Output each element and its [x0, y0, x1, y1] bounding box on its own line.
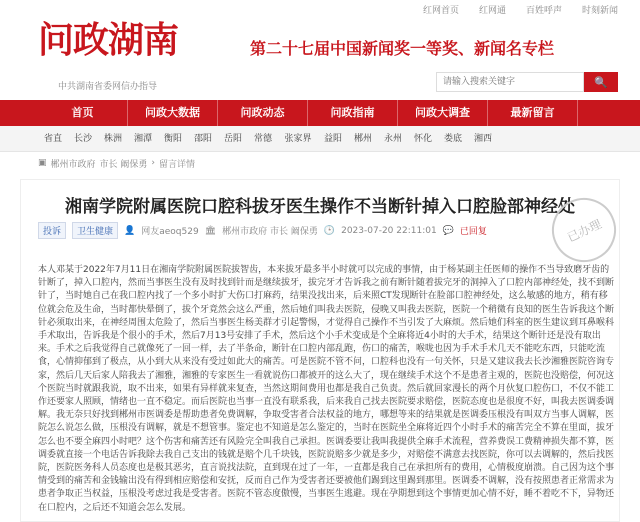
search-box: [436, 72, 618, 92]
breadcrumb-sep: ›: [151, 158, 156, 168]
city-tab[interactable]: 株洲: [103, 134, 122, 144]
city-tab[interactable]: 邵阳: [193, 134, 212, 144]
nav-guide[interactable]: 问政指南: [308, 100, 398, 126]
breadcrumb-current: 留言详情: [159, 159, 196, 170]
top-link-rednet[interactable]: 红网首页: [422, 5, 459, 16]
breadcrumb: [0, 152, 640, 174]
author: 网友aeoq529: [141, 227, 199, 237]
top-link-voice[interactable]: 百姓呼声: [525, 5, 562, 16]
nav-news[interactable]: 问政动态: [218, 100, 308, 126]
post-time: 2023-07-20 22:11:01: [341, 225, 437, 236]
city-tab[interactable]: 娄底: [443, 134, 462, 144]
city-tab[interactable]: 长沙: [73, 134, 92, 144]
reply-icon: 💬: [442, 225, 454, 236]
city-tab[interactable]: 怀化: [413, 134, 432, 144]
city-tab[interactable]: 衡阳: [163, 134, 182, 144]
city-tab[interactable]: 益阳: [323, 134, 342, 144]
category-tag: 卫生健康: [72, 222, 118, 239]
breadcrumb-gov[interactable]: 郴州市政府: [50, 159, 96, 170]
top-link-rednet-app[interactable]: 红网通: [478, 5, 506, 16]
sub-header: [0, 76, 640, 94]
city-tab[interactable]: 张家界: [284, 134, 312, 144]
city-tab[interactable]: 湘潭: [133, 134, 152, 144]
city-tab[interactable]: 常德: [253, 134, 272, 144]
subtitle: 中共湖南省委网信办指导: [58, 81, 158, 92]
site-logo[interactable]: 问政湖南: [38, 19, 179, 61]
main-nav: [0, 100, 640, 126]
top-links: [0, 0, 640, 18]
processed-stamp: 已办理: [541, 187, 626, 272]
nav-home[interactable]: 首页: [38, 100, 128, 126]
search-button[interactable]: [584, 72, 618, 92]
city-tab[interactable]: 永州: [383, 134, 402, 144]
user-icon: 👤: [124, 225, 136, 236]
city-tab[interactable]: 省直: [43, 134, 62, 144]
breadcrumb-mayor[interactable]: 市长 阚保勇: [99, 159, 148, 170]
nav-bigdata[interactable]: 问政大数据: [128, 100, 218, 126]
city-tab[interactable]: 郴州: [353, 134, 372, 144]
nav-survey[interactable]: 问政大调查: [398, 100, 488, 126]
message-body: 本人邓某于2022年7月11日在湘南学院附属医院拔智齿，本来拔牙最多半小时就可以完成的事情，由于杨某副主任医师的操作不当导致磨牙齿的针断了，掉入口腔内，然而当事医生没有及时找到针而是继续拔牙，拔完牙才告诉我之前有断针随着拔完牙的洞掉入了口腔内部神经处，找不到断针了，当时她自己在我口腔内找了一个多小时扩大伤口打麻药，结果没找出来，后来照CT发现断针在脸部口腔神经处，这么敏感的地方，稍有移位就会危及生命，当时都快晕倒了，拔个牙竟然会这么严重，然后她们叫我去医院，侵晚又叫我去医院，医院一个稍微有良知的医生告诉我这个断针必须取出来，在神经周围太危险了，然后当事医生杨美群才引起警惕，才觉得自己操作不当引发了大麻烦。然后她们科室的医生建议到耳鼻喉科手术取出，告诉我是个很小的手术，然后7月13号安排了手术，然后这个小手术变成是个全麻将近4小时的大手术，结果这个断针还是没有取出来。手术之后我觉得自己就像死了一回一样，去了半条命，断针在口腔内部乱跑，伤口的痛苦，喉咙也因为手术手术几天不能吃东西，只能吃流食，心情抑郁到了极点，从小到大从来没有受过如此大的痛苦。可是医院不管不问，口腔科也没有一句关怀，只是又建议我去长沙湘雅医院咨询专家，然后几天后家人陪我去了湘雅，湘雅的专家医生一看就说伤口都被开的这么大了，现在继续手术这个不是患者主观的，医院也没赔偿，何况这个医院当时就跟我说，取不出来，如果有异样就来复查，当然这期间费用也都是我自己负责。然后就回家漫长的两个月伙复口腔伤口，不仅不能工作还要家人照顾，情绪也一直不稳定。而后医院也当事一直没有联系我，后来我自己找去医院要求赔偿，医院态度也是很度不好，叫我去医调委调解。我无奈只好找到郴州市医调委是帮助患者免费调解，争取受害者合法权益的地方，哪想等来的结果就是医调委压根没有叫双方当事人调解，医院怎么说怎么做，压根没有调解，就是不想管事。鉴定也不知道是怎么鉴定的，当时在医院坐全麻将近四个小时手术的痛苦完全不算在里面，拔牙怎么也不要全麻四小时吧？这个伤害和痛苦还有风险完全叫我自己承担。医调委要让我叫我提供全麻手术流程，营养费误工费精神损失都不算，医调委就直接一个电话告诉我除去我自己支出的钱就是赔个几千块钱，医院说赔多少就是多少，对赔偿不满意去找医院，你可以去调解的，然后找医院，医院医务科人员态度也是极其恶劣，直言说找法院，直到现在过了一年，一直都是我自己在承担所有的费用，心情极度崩溃。自己因为这个事情受到的痛苦和金钱输出没有得到相应赔偿和安抚，反而自己作为受害者还要被他们踢到这里踢到那里。医调委不调解，没有按照患者正常需求为患者争取正当权益，压根没考虑过我是受害者。医院不管态度傲慢，当事医生逃避。现在孕期想到这个事情更加心情不好，睡不着吃不下，异物还在口腔内，之后还不知道会怎么发展。: [38, 265, 615, 513]
reply-status[interactable]: 已回复: [459, 227, 487, 237]
clock-icon: 🕒: [323, 225, 336, 236]
location-icon: ▣: [38, 158, 47, 168]
message-title: 湘南学院附属医院口腔科拔牙医生操作不当断针掉入口腔脸部神经处: [65, 197, 575, 217]
search-input[interactable]: [436, 72, 584, 92]
city-nav: [0, 126, 640, 152]
city-tab[interactable]: 湘西: [473, 134, 492, 144]
search-icon: 🔍: [594, 76, 608, 89]
banner: [0, 18, 640, 76]
award-slogan: 第二十七届中国新闻奖一等奖、新闻名专栏: [250, 39, 555, 58]
top-link-news[interactable]: 时刻新闻: [581, 5, 618, 16]
target[interactable]: 郴州市政府 市长 阚保勇: [222, 227, 318, 237]
message-meta: [38, 222, 487, 239]
target-icon: 🏛: [204, 225, 217, 236]
type-tag: 投诉: [38, 222, 66, 239]
city-tab[interactable]: 岳阳: [223, 134, 242, 144]
nav-latest[interactable]: 最新留言: [488, 100, 578, 126]
